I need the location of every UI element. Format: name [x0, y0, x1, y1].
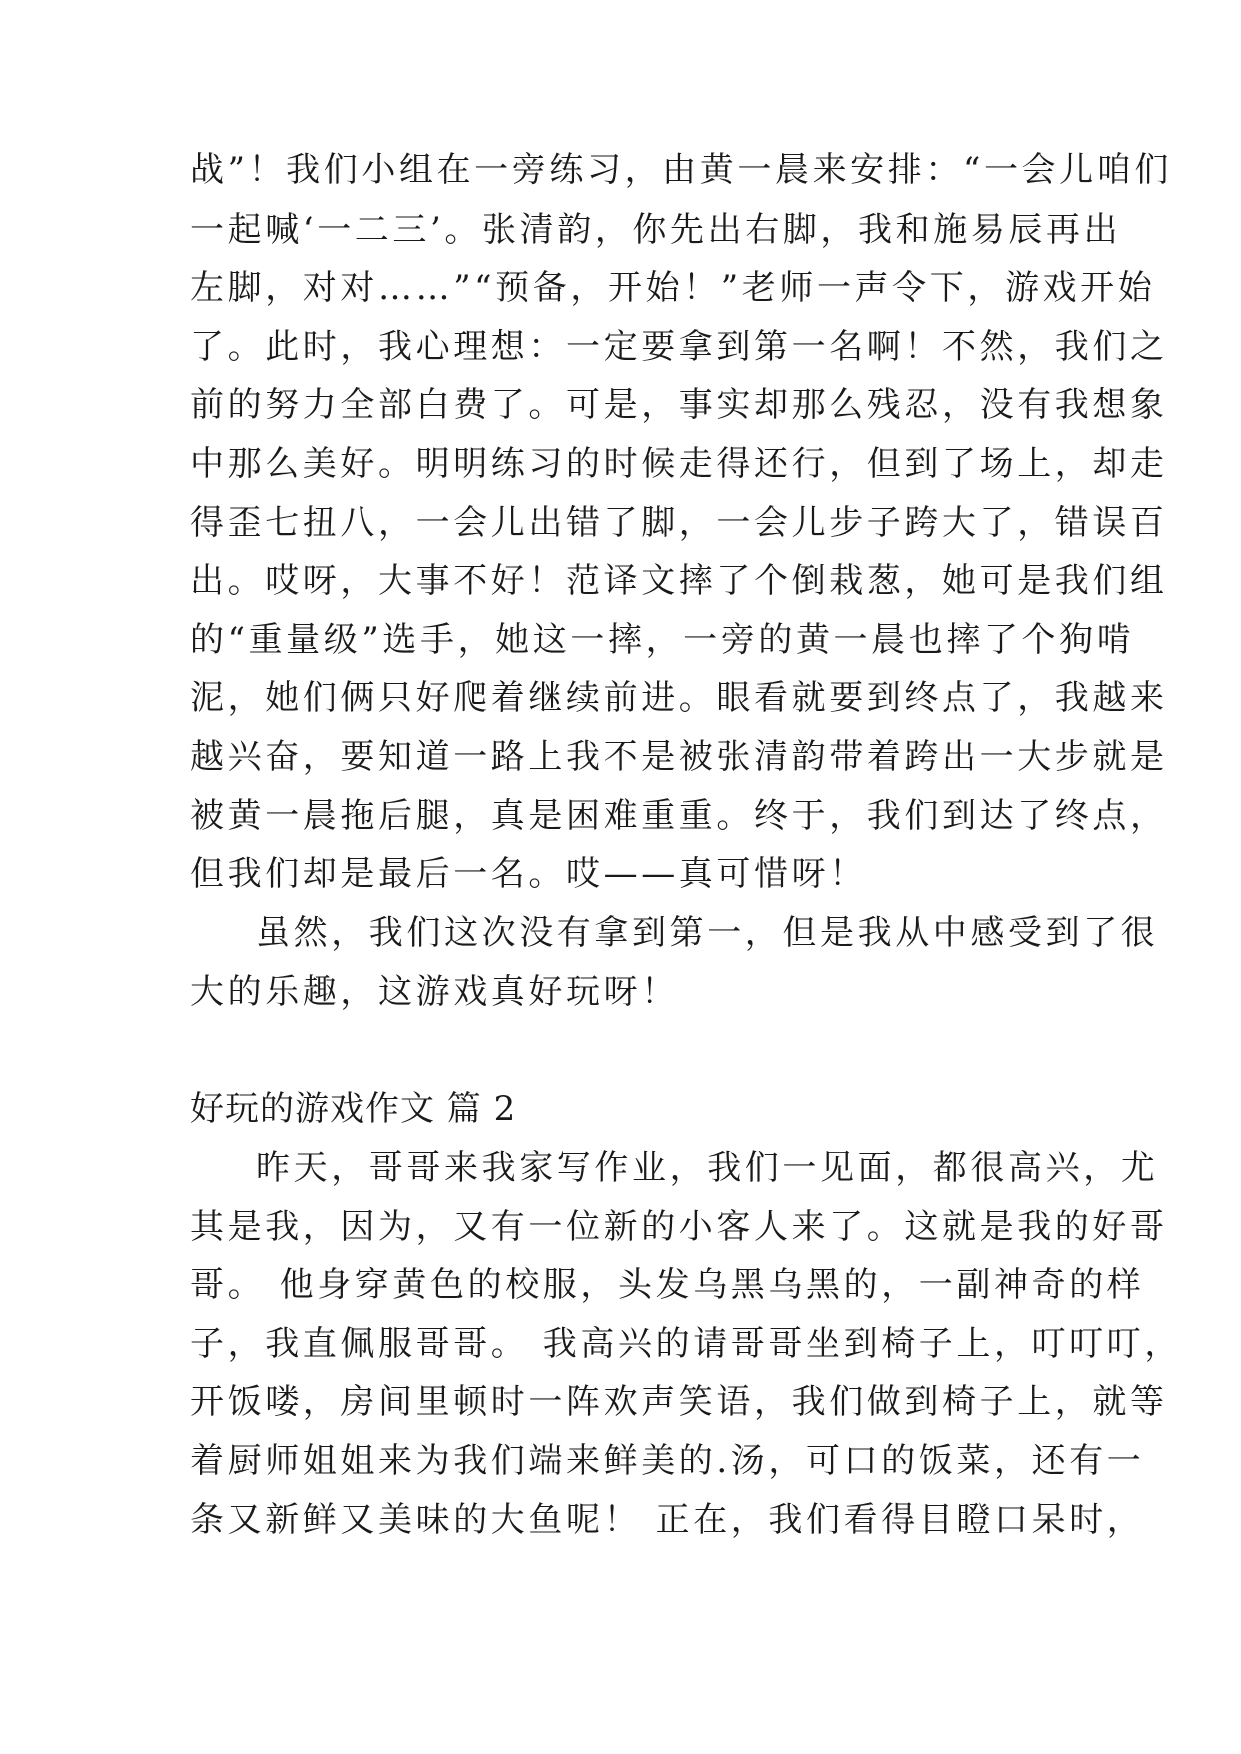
- paragraph-line: 大的乐趣，这游戏真好玩呀！: [190, 972, 679, 1012]
- paragraph-line: 着厨师姐姐来为我们端来鲜美的.汤，可口的饭菜，还有一: [190, 1441, 1145, 1481]
- paragraph-line: 得歪七扭八，一会儿出错了脚，一会儿步子跨大了，错误百: [190, 503, 1168, 543]
- paragraph-line: 出。哎呀，大事不好！范译文摔了个倒栽葱，她可是我们组: [190, 561, 1168, 601]
- paragraph-line: 子，我直佩服哥哥。 我高兴的请哥哥坐到椅子上，叮叮叮，: [190, 1324, 1183, 1364]
- paragraph-line: 但我们却是最后一名。哎——真可惜呀！: [190, 854, 867, 894]
- paragraph-line: 虽然，我们这次没有拿到第一，但是我从中感受到了很: [256, 913, 1159, 953]
- paragraph-line: 昨天，哥哥来我家写作业，我们一见面，都很高兴，尤: [256, 1148, 1159, 1188]
- paragraph-line: 开饭喽，房间里顿时一阵欢声笑语，我们做到椅子上，就等: [190, 1382, 1168, 1422]
- paragraph-line: 了。此时，我心理想：一定要拿到第一名啊！不然，我们之: [190, 327, 1168, 367]
- paragraph-line: 战”！我们小组在一旁练习，由黄一晨来安排：“一会儿咱们: [190, 150, 1172, 190]
- paragraph-line: 哥。 他身穿黄色的校服，头发乌黑乌黑的，一副神奇的样: [190, 1265, 1145, 1305]
- paragraph-line: 左脚，对对……”“预备，开始！”老师一声令下，游戏开始: [190, 268, 1156, 308]
- paragraph-line: 一起喊‘一二三’。张清韵，你先出右脚，我和施易辰再出: [190, 210, 1122, 250]
- paragraph-line: 条又新鲜又美味的大鱼呢！ 正在，我们看得目瞪口呆时，: [190, 1500, 1145, 1540]
- paragraph-line: 其是我，因为，又有一位新的小客人来了。这就是我的好哥: [190, 1207, 1168, 1247]
- paragraph-line: 前的努力全部白费了。可是，事实却那么残忍，没有我想象: [190, 385, 1168, 425]
- paragraph-line: 的“重量级”选手，她这一摔，一旁的黄一晨也摔了个狗啃: [190, 620, 1135, 660]
- paragraph-line: 越兴奋，要知道一路上我不是被张清韵带着跨出一大步就是: [190, 737, 1168, 777]
- paragraph-line: 被黄一晨拖后腿，真是困难重重。终于，我们到达了终点，: [190, 796, 1168, 836]
- section-heading: 好玩的游戏作文 篇 2: [190, 1089, 517, 1129]
- paragraph-line: 中那么美好。明明练习的时候走得还行，但到了场上，却走: [190, 444, 1168, 484]
- paragraph-line: 泥，她们俩只好爬着继续前进。眼看就要到终点了，我越来: [190, 678, 1168, 718]
